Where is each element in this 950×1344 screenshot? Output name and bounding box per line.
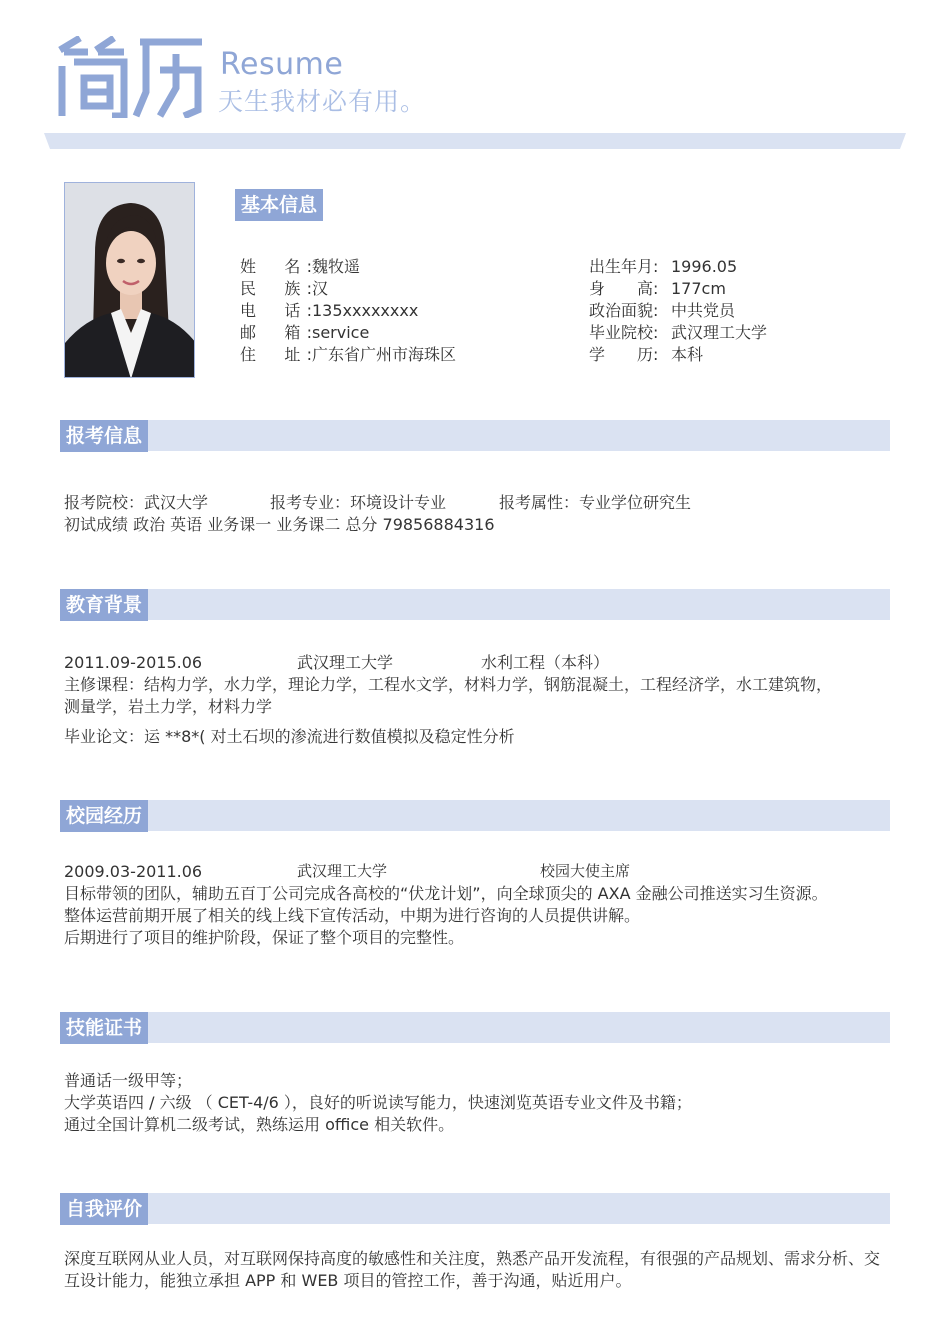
campus-line-2: 整体运营前期开展了相关的线上线下宣传活动，中期为进行咨询的人员提供讲解。: [64, 906, 641, 925]
section-band-skills: [60, 1012, 890, 1043]
info-degree: 学 历: 本科: [589, 345, 704, 364]
skills-line-2: 大学英语四 / 六级 （ CET-4/6 ），良好的听说读写能力，快速浏览英语专业文件及书籍；: [64, 1093, 692, 1112]
info-political: 政治面貌: 中共党员: [589, 301, 736, 320]
resume-tagline: 天生我材必有用。: [218, 87, 427, 116]
campus-line-3: 后期进行了项目的维护阶段，保证了整个项目的完整性。: [64, 928, 465, 947]
education-period: 2011.09-2015.06: [64, 653, 203, 672]
info-birth: 出生年月: 1996.05: [589, 257, 738, 276]
basic-info-left: [240, 256, 456, 366]
info-name: 姓 名:魏牧遥: [240, 257, 361, 276]
section-title-self-eval: 自我评价: [60, 1193, 148, 1225]
info-address: 住 址:广东省广州市海珠区: [240, 345, 457, 364]
self-eval-line-1: 深度互联网从业人员，对互联网保持高度的敏感性和关注度，熟悉产品开发流程，有很强的产品规划、需求分析、交: [64, 1249, 881, 1268]
info-email: 邮 箱:service: [240, 323, 370, 342]
profile-photo: [64, 182, 195, 378]
info-height: 身 高: 177cm: [589, 279, 726, 298]
campus-line-1: 目标带领的团队，辅助五百丁公司完成各高校的“伏龙计划”，向全球顶尖的 AXA 金融公司推送实习生资源。: [64, 884, 828, 903]
self-eval-line-2: 互设计能力，能独立承担 APP 和 WEB 项目的管控工作，善于沟通，贴近用户。: [64, 1271, 632, 1290]
info-graduated: 毕业院校: 武汉理工大学: [589, 323, 768, 342]
section-title-exam: 报考信息: [60, 420, 148, 452]
header-divider-band: [44, 133, 906, 149]
campus-role: 校园大使主席: [540, 864, 631, 880]
basic-info-right: [589, 256, 767, 366]
education-courses-1: 主修课程：结构力学，水力学，理论力学，工程水文学，材料力学，钢筋混凝土，工程经济学，水工建筑物，: [64, 675, 833, 694]
section-band-campus: [60, 800, 890, 831]
education-major: 水利工程（本科）: [481, 653, 610, 672]
resume-title-en: Resume: [220, 47, 344, 82]
campus-period: 2009.03-2011.06: [64, 862, 203, 881]
education-courses-2: 测量学，岩土力学，材料力学: [64, 697, 273, 716]
skills-line-3: 通过全国计算机二级考试，熟练运用 office 相关软件。: [64, 1115, 455, 1134]
campus-org: 武汉理工大学: [297, 864, 388, 880]
section-band-exam: [60, 420, 890, 451]
education-thesis: 毕业论文：运 **8*( 对土石坝的渗流进行数值模拟及稳定性分析: [64, 727, 515, 746]
info-ethnicity: 民 族:汉: [240, 279, 329, 298]
portrait-image: [65, 183, 195, 378]
exam-scores: 初试成绩 政治 英语 业务课一 业务课二 总分 79856884316: [64, 515, 495, 534]
section-title-education: 教育背景: [60, 589, 148, 621]
exam-major: 报考专业：环境设计专业: [270, 493, 447, 512]
exam-type: 报考属性：专业学位研究生: [499, 493, 692, 512]
section-band-self-eval: [60, 1193, 890, 1224]
skills-line-1: 普通话一级甲等；: [64, 1071, 193, 1090]
resume-logo-cn: [52, 36, 206, 118]
section-band-education: [60, 589, 890, 620]
info-phone: 电 话:135xxxxxxxx: [240, 301, 419, 320]
education-school: 武汉理工大学: [297, 653, 394, 672]
exam-school: 报考院校：武汉大学: [64, 493, 209, 512]
section-title-skills: 技能证书: [60, 1012, 148, 1044]
section-title-campus: 校园经历: [60, 800, 148, 832]
section-title-basic: 基本信息: [235, 189, 323, 221]
